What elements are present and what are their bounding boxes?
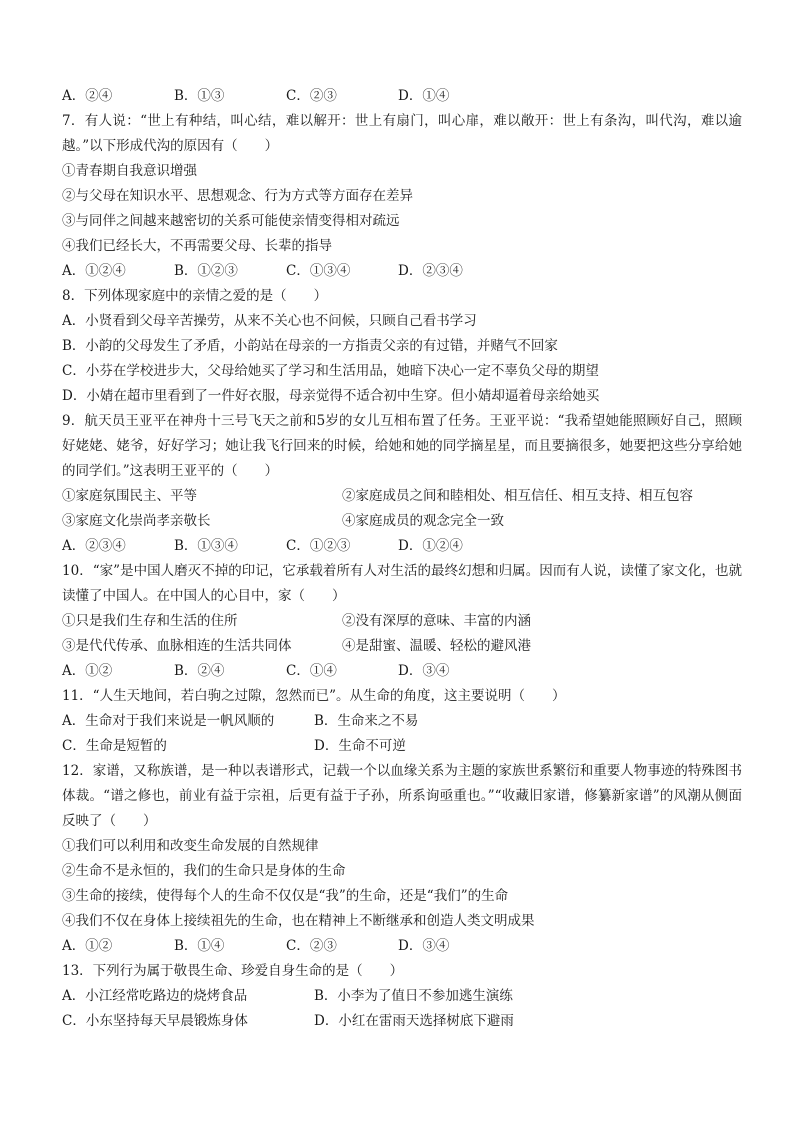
q7-option-b: B．①②③ bbox=[174, 263, 238, 279]
q13-option-c: C．小东坚持每天早晨锻炼身体 bbox=[62, 1013, 248, 1029]
q9-option-d: D．①②④ bbox=[398, 538, 463, 554]
q9-item-1: ①家庭氛围民主、平等 bbox=[62, 488, 197, 504]
q7-item-1: ①青春期自我意识增强 bbox=[62, 163, 197, 179]
q10-item-2: ②没有深厚的意味、丰富的内涵 bbox=[342, 613, 531, 629]
q12-stem: 12．家谱，又称族谱，是一种以表谱形式，记载一个以血缘关系为主题的家族世系繁衍和重要人物事迹的特殊图书体裁。“谱之修也，前业有益于宗祖，后更有益于子孙，所系询亟重也。”“收藏旧家谱，修纂新家谱”的风潮从侧面反映了（ ） bbox=[62, 763, 742, 829]
q12-option-c: C．②③ bbox=[286, 938, 337, 954]
q10-items-row-1 bbox=[62, 609, 742, 634]
q13-stem: 13．下列行为属于敬畏生命、珍爱自身生命的是（ ） bbox=[62, 963, 404, 979]
q13-options-row-2 bbox=[62, 1009, 742, 1034]
q9-item-2: ②家庭成员之间和睦相处、相互信任、相互支持、相互包容 bbox=[342, 488, 693, 504]
exam-page bbox=[62, 84, 742, 1034]
q7-option-d: D．②③④ bbox=[398, 263, 463, 279]
q11-option-d: D．生命不可逆 bbox=[314, 738, 406, 754]
q11-option-b: B．生命来之不易 bbox=[314, 713, 419, 729]
q9-items-row-2 bbox=[62, 509, 742, 534]
q8-option-c: C．小芬在学校进步大，父母给她买了学习和生活用品，她暗下决心一定不辜负父母的期望 bbox=[62, 363, 599, 379]
q7-item-4: ④我们已经长大，不再需要父母、长辈的指导 bbox=[62, 238, 332, 254]
q11-stem: 11．“人生天地间，若白驹之过隙，忽然而已”。从生命的角度，这主要说明（ ） bbox=[62, 688, 566, 704]
q11-option-c: C．生命是短暂的 bbox=[62, 738, 167, 754]
q6-option-c: C．②③ bbox=[286, 88, 337, 104]
q7-item-2: ②与父母在知识水平、思想观念、行为方式等方面存在差异 bbox=[62, 188, 413, 204]
q10-option-b: B．②④ bbox=[174, 663, 225, 679]
q9-stem: 9．航天员王亚平在神舟十三号飞天之前和5岁的女儿互相布置了任务。王亚平说：“我希望她能照顾好自己，照顾好姥姥、姥爷，好好学习；她让我飞行回来的时候，给她和她的同学摘星星，而且要摘很多，她要把这些分享给她的同学们。”这表明王亚平的（ ） bbox=[62, 413, 742, 479]
q8-option-a: A．小贤看到父母辛苦操劳，从来不关心也不问候，只顾自己看书学习 bbox=[62, 313, 477, 329]
q11-options-row-2 bbox=[62, 734, 742, 759]
q9-option-b: B．①③④ bbox=[174, 538, 238, 554]
q10-item-4: ④是甜蜜、温暖、轻松的避风港 bbox=[342, 638, 531, 654]
q10-option-d: D．③④ bbox=[398, 663, 450, 679]
q11-option-a: A．生命对于我们来说是一帆风顺的 bbox=[62, 713, 275, 729]
q12-option-a: A．①② bbox=[62, 938, 113, 954]
q11-options-row-1 bbox=[62, 709, 742, 734]
q6-option-b: B．①③ bbox=[174, 88, 225, 104]
q12-options bbox=[62, 934, 742, 959]
q12-option-b: B．①④ bbox=[174, 938, 225, 954]
q13-option-a: A．小江经常吃路边的烧烤食品 bbox=[62, 988, 248, 1004]
q13-option-d: D．小红在雷雨天选择树底下避雨 bbox=[314, 1013, 514, 1029]
q9-items-row-1 bbox=[62, 484, 742, 509]
q6-option-a: A．②④ bbox=[62, 88, 113, 104]
q9-item-4: ④家庭成员的观念完全一致 bbox=[342, 513, 504, 529]
q7-option-a: A．①②④ bbox=[62, 263, 126, 279]
q10-option-a: A．①② bbox=[62, 663, 113, 679]
q10-options bbox=[62, 659, 742, 684]
q10-item-3: ③是代代传承、血脉相连的生活共同体 bbox=[62, 638, 292, 654]
q13-option-b: B．小李为了值日不参加逃生演练 bbox=[314, 988, 513, 1004]
q8-option-d: D．小婧在超市里看到了一件好衣服，母亲觉得不适合初中生穿。但小婧却逼着母亲给她买 bbox=[62, 388, 600, 404]
q10-items-row-2 bbox=[62, 634, 742, 659]
q7-item-3: ③与同伴之间越来越密切的关系可能使亲情变得相对疏远 bbox=[62, 213, 400, 229]
q10-option-c: C．①④ bbox=[286, 663, 337, 679]
q9-options bbox=[62, 534, 742, 559]
q13-options-row-1 bbox=[62, 984, 742, 1009]
q9-item-3: ③家庭文化崇尚孝亲敬长 bbox=[62, 513, 211, 529]
q12-item-1: ①我们可以利用和改变生命发展的自然规律 bbox=[62, 838, 319, 854]
q12-option-d: D．③④ bbox=[398, 938, 450, 954]
q8-option-b: B．小韵的父母发生了矛盾，小韵站在母亲的一方指责父亲的有过错，并赌气不回家 bbox=[62, 338, 558, 354]
q10-item-1: ①只是我们生存和生活的住所 bbox=[62, 613, 238, 629]
q9-option-c: C．①②③ bbox=[286, 538, 351, 554]
q12-item-4: ④我们不仅在身体上接续祖先的生命，也在精神上不断继承和创造人类文明成果 bbox=[62, 913, 535, 929]
q9-option-a: A．②③④ bbox=[62, 538, 126, 554]
q12-item-2: ②生命不是永恒的，我们的生命只是身体的生命 bbox=[62, 863, 346, 879]
q6-options bbox=[62, 84, 742, 109]
q7-stem: 7．有人说：“世上有种结，叫心结，难以解开：世上有扇门，叫心扉，难以敞开：世上有条沟，叫代沟，难以逾越。”以下形成代沟的原因有（ ） bbox=[62, 113, 742, 154]
q7-options bbox=[62, 259, 742, 284]
q10-stem: 10．“家”是中国人磨灭不掉的印记，它承载着所有人对生活的最终幻想和归属。因而有人说，读懂了家文化，也就读懂了中国人。在中国人的心目中，家（ ） bbox=[62, 563, 742, 604]
q7-option-c: C．①③④ bbox=[286, 263, 351, 279]
q6-option-d: D．①④ bbox=[398, 88, 450, 104]
q12-item-3: ③生命的接续，使得每个人的生命不仅仅是“我”的生命，还是“我们”的生命 bbox=[62, 888, 509, 904]
q8-stem: 8．下列体现家庭中的亲情之爱的是（ ） bbox=[62, 288, 328, 304]
